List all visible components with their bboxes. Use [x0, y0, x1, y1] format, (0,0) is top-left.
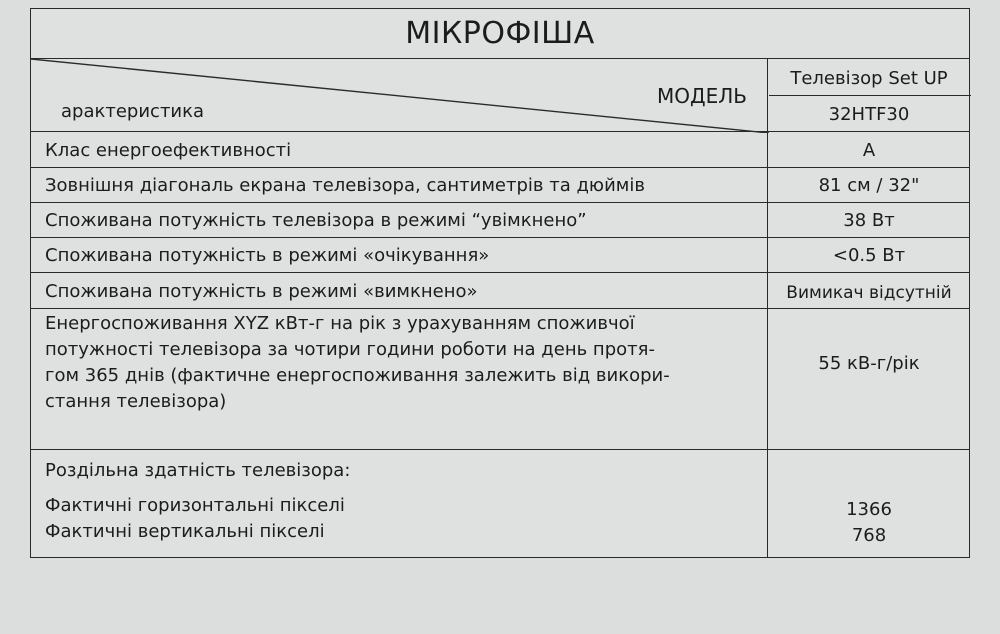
- resolution-heading: Роздільна здатність телевізора:: [45, 460, 351, 481]
- row-divider: [31, 449, 969, 450]
- energy-description-line: гом 365 днів (фактичне енергоспоживання залежить від викори-: [45, 365, 670, 386]
- energy-description-line: Енергоспоживання XYZ кВт-г на рік з урахуванням споживчої: [45, 313, 635, 334]
- model-label: МОДЕЛЬ: [657, 84, 748, 108]
- energy-value: 55 кВ-г/рік: [818, 353, 920, 374]
- row-divider: [31, 308, 969, 309]
- row-value: <0.5 Вт: [832, 245, 906, 266]
- row-value: A: [862, 140, 876, 161]
- energy-description-line: стання телевізора): [45, 391, 227, 412]
- row-label: Клас енергоефективності: [45, 140, 292, 161]
- vertical-pixels-label: Фактичні вертикальні пікселі: [45, 521, 325, 542]
- row-divider: [31, 272, 969, 273]
- page-title: МІКРОФІША: [31, 9, 969, 59]
- vertical-pixels-value: 768: [851, 525, 887, 546]
- model-name: Телевізор Set UP: [790, 68, 948, 89]
- row-label: Споживана потужність в режимі «вимкнено»: [45, 281, 478, 302]
- microfiche-table: [30, 8, 970, 558]
- row-divider: [31, 202, 969, 203]
- row-label: Зовнішня діагональ екрана телевізора, сантиметрів та дюймів: [45, 175, 645, 196]
- row-divider: [31, 131, 969, 132]
- row-divider: [31, 167, 969, 168]
- row-value: 38 Вт: [843, 210, 895, 231]
- header-split-line: [769, 95, 971, 96]
- row-value: 81 см / 32": [818, 175, 920, 196]
- energy-description-line: потужності телевізора за чотири години роботи на день протя-: [45, 339, 655, 360]
- row-label: Споживана потужність в режимі «очікування»: [45, 245, 490, 266]
- horizontal-pixels-label: Фактичні горизонтальні пікселі: [45, 495, 345, 516]
- row-label: Споживана потужність телевізора в режимі “увімкнено”: [45, 210, 587, 231]
- horizontal-pixels-value: 1366: [846, 499, 892, 520]
- model-code: 32HTF30: [828, 104, 910, 125]
- row-divider: [31, 237, 969, 238]
- characteristic-label: арактеристика: [61, 101, 205, 122]
- row-value: Вимикач відсутній: [786, 283, 952, 303]
